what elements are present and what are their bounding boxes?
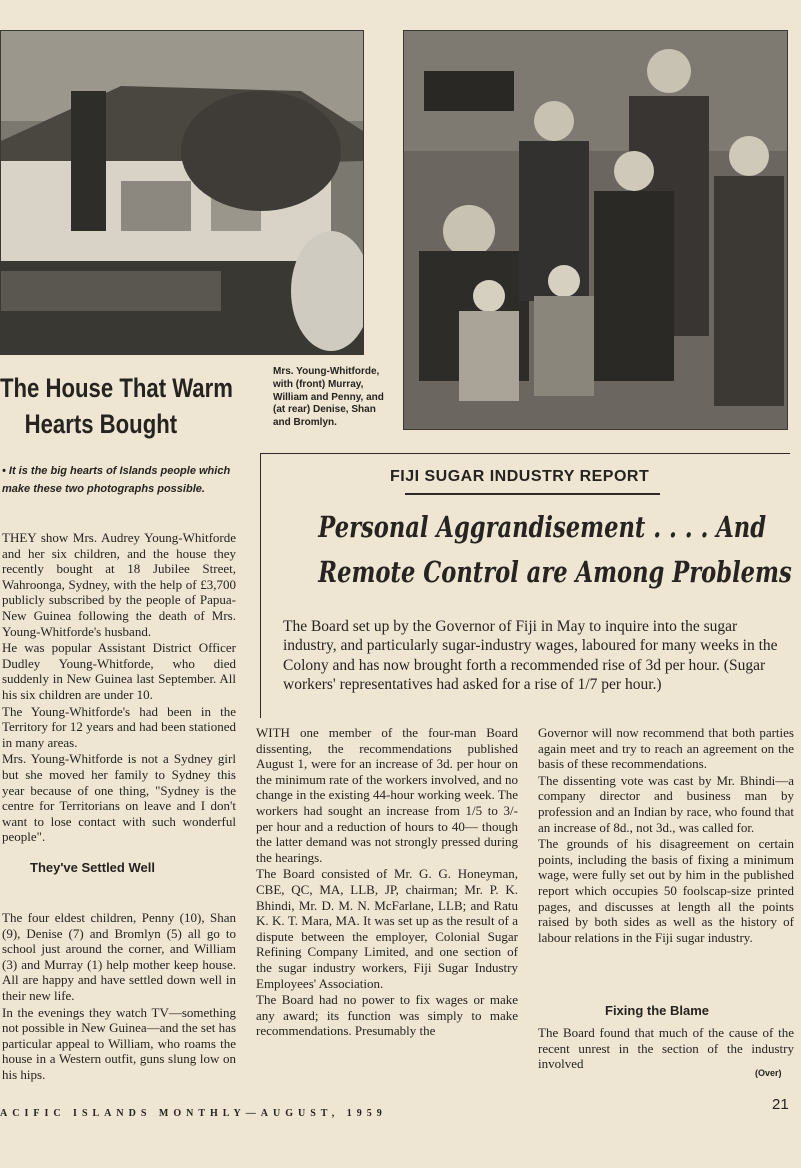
story-body (2, 530, 236, 846)
page-footer: ACIFIC ISLANDS MONTHLY—AUGUST, 1959 (0, 1108, 387, 1119)
report-col-2-end (538, 1025, 794, 1073)
house-photo (0, 30, 364, 355)
photo-caption: Mrs. Young-Whitforde, with (front) Murray, William and Penny, and (at rear) Denise, Shan and Bromlyn. (273, 366, 384, 429)
report-title (318, 505, 792, 595)
over-label: (Over) (755, 1068, 782, 1078)
story-paragraph: In the evenings they watch TV—something not possible in New Guinea—and the set has particular appeal to William, who roams the house in a Western outfit, guns slung low on his hips. (2, 1004, 236, 1082)
story-intro: • It is the big hearts of Islands people which make these two photographs possible. (2, 465, 231, 495)
story-body-2 (2, 910, 236, 1084)
report-label-underline (405, 493, 660, 495)
family-photo (403, 30, 788, 430)
story-paragraph: The four eldest children, Penny (10), Shan (9), Denise (7) and Bromlyn (5) all go to school just around the corner, and William (3) and Murray (1) help mother keep house. All are happy and have settled down well in their new life. (2, 910, 236, 1003)
story-paragraph: Mrs. Young-Whitforde is not a Sydney girl but she moved her family to Sydney this year because of one thing, "Sydney is the centre for Territorians on leave and I don't want to lose contact with such wonderful people". (2, 751, 236, 845)
story-title (0, 370, 233, 443)
report-col-1 (256, 725, 518, 1040)
report-paragraph: The Board consisted of Mr. G. G. Honeyman, CBE, QC, MA, LLB, JP, chairman; Mr. P. K. Bhindi, Mr. D. M. N. McFarlane, LLB; and Ratu K. K. T. Mara, MA. It was set up as the result of a dispute between the employer, Colonial Sugar Refining Company Limited, and one section of the sugar industry workers, Fiji Sugar Industry Employees' Association. (256, 866, 518, 991)
story-title-line2: Hearts Bought (24, 409, 178, 440)
report-paragraph: The dissenting vote was cast by Mr. Bhindi—a company director and business man by profession and an Indian by race, who found that an increase of 8d., not 3d., was called for. (538, 772, 794, 835)
story-subhead: They've Settled Well (30, 860, 155, 875)
page-number: 21 (772, 1096, 789, 1113)
report-title-line2: Remote Control are Among Problems (318, 554, 792, 589)
report-standfirst: The Board set up by the Governor of Fiji in May to inquire into the sugar industry, and particularly sugar-industry wages, laboured for many weeks in the Colony and has now brought forth a recommended rise of 3d per hour. (Sugar workers' representatives had asked for a rise of 1/7 per hour.) (283, 618, 778, 694)
report-left-rule (260, 453, 261, 718)
report-paragraph: WITH one member of the four-man Board dissenting, the recommendations published August 1, were for an increase of 3d. per hour on the minimum rate of the workers involved, and no change in the existing 44-hour working week. The workers had sought an increase from 1/5 to 3/- per hour and a reduction of hours to 40— though the latter demand was not strongly pressed during the hearings. (256, 725, 518, 865)
story-paragraph: He was popular Assistant District Officer Dudley Young-Whitforde, who died suddenly in New Guinea last September. All his six children are under 10. (2, 640, 236, 702)
story-paragraph: THEY show Mrs. Audrey Young-Whitforde and her six children, and the house they recently bought at 18 Jubilee Street, Wahroonga, Sydney, with the help of £3,700 publicly subscribed by the people of Papua-New Guinea following the death of Mrs. Young-Whitforde's husband. (2, 530, 236, 639)
report-label: FIJI SUGAR INDUSTRY REPORT (390, 468, 650, 485)
story-title-line1: The House That Warm (0, 373, 233, 403)
report-top-rule (260, 453, 790, 454)
report-title-line1: Personal Aggrandisement . . . . And (318, 510, 767, 544)
story-paragraph: The Young-Whitforde's had been in the Territory for 12 years and had been stationed in many areas. (2, 703, 236, 750)
report-subhead: Fixing the Blame (605, 1003, 710, 1018)
report-paragraph: The grounds of his disagreement on certain points, including the basis of fixing a minimum wage, were fully set out by him in the published report which occupies 50 foolscap-size printed pages, and discusses at length all the points raised by both sides as well as the history of labour relations in the Fiji sugar industry. (538, 836, 794, 945)
report-paragraph: The Board had no power to fix wages or make any award; its function was simply to make recommendations. Presumably the (256, 992, 518, 1039)
report-paragraph: Governor will now recommend that both parties again meet and try to reach an agreement on the basis of these recommendations. (538, 725, 794, 772)
report-paragraph: The Board found that much of the cause of the recent unrest in the section of the industry involved (538, 1025, 794, 1072)
report-col-2 (538, 725, 794, 946)
